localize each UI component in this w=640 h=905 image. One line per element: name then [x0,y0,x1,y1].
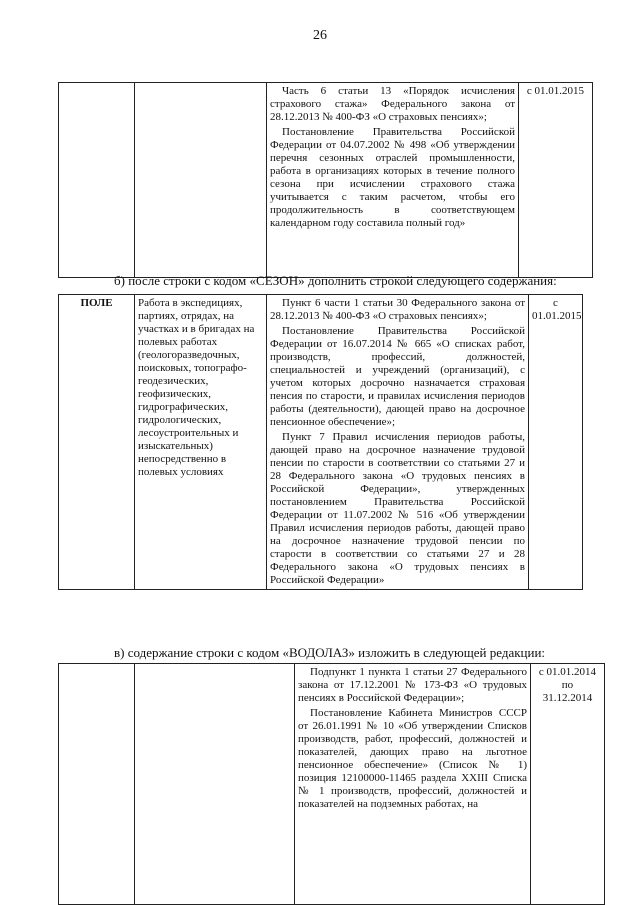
date-to: 31.12.2014 [542,692,593,704]
table-vodolaz-row [58,663,605,905]
instruction-b: б) после строки с кодом «СЕЗОН» дополнить строкой следующего содержания: [114,273,557,288]
basis-paragraph: Часть 6 статьи 13 «Порядок исчисления страхового стажа» Федерального закона от 28.12.2013 № 400-ФЗ «О страховых пенсиях»; [270,85,515,123]
date-cell [531,664,605,905]
instruction-c: в) содержание строки с кодом «ВОДОЛАЗ» изложить в следующей редакции: [114,645,546,660]
table-pole-row [58,294,583,590]
code-cell [59,83,135,278]
date-cell: с 01.01.2015 [519,83,593,278]
table-row [59,664,605,905]
basis-paragraph: Постановление Правительства Российской Федерации от 16.07.2014 № 665 «О списках работ, производств, профессий, должностей, специальностей и учреждений (организаций), с учетом которых досрочно назначается страховая пенсия по старости, и правилах исчисления периодов работы (деятельности), дающей право на досрочное пенсионное обеспечение»; [270,325,525,428]
basis-cell [267,295,529,590]
basis-cell [295,664,531,905]
description-cell [135,664,295,905]
date-by: по [561,679,574,691]
page-number: 26 [313,28,327,43]
basis-paragraph: Пункт 7 Правил исчисления периодов работы, дающей право на досрочное назначение трудовой пенсии по старости в соответствии со статьями 27 и 28 Федерального закона «О трудовых пенсиях в Российской Федерации», утвержденных постановлением Правительства Российской Федерации от 11.07.2002 № 516 «Об утверждении Правил исчисления периодов работы, дающей право на досрочное назначение трудовой пенсии по старости в соответствии со статьями 27 и 28 Федерального закона «О трудовых пенсиях в Российской Федерации» [270,431,525,586]
date-cell: с 01.01.2015 [529,295,583,590]
date-from: с 01.01.2014 [538,666,597,678]
table-season-continuation [58,82,593,278]
basis-paragraph: Пункт 6 части 1 статьи 30 Федерального закона от 28.12.2013 № 400-ФЗ «О страховых пенсиях»; [270,297,525,322]
code-cell: ПОЛЕ [59,295,135,590]
description-cell [135,83,267,278]
basis-paragraph: Подпункт 1 пункта 1 статьи 27 Федерального закона от 17.12.2001 № 173-ФЗ «О трудовых пенсиях в Российской Федерации»; [298,666,527,704]
basis-paragraph: Постановление Кабинета Министров СССР от 26.01.1991 № 10 «Об утверждении Списков производств, работ, профессий, должностей и показателей, дающих право на льготное пенсионное обеспечение» (Список № 1) позиция 12100000-11465 раздела XXIII Списка № 1 производств, профессий, должностей и показателей на подземных работах, на [298,707,527,810]
basis-paragraph: Постановление Правительства Российской Федерации от 04.07.2002 № 498 «Об утверждении перечня сезонных отраслей промышленности, работа в организациях которых в течение полного сезона при исчислении страхового стажа учитывается с таким расчетом, чтобы его продолжительность в соответствующем календарном году составила полный год» [270,126,515,229]
table-row [59,295,583,590]
basis-cell [267,83,519,278]
table-row [59,83,593,278]
description-cell: Работа в экспедициях, партиях, отрядах, на участках и в бригадах на полевых работах (геологоразведочных, поисковых, топографо-геодезических, геофизических, гидрографических, гидрологических, лесоустроительных и изыскательных) непосредственно в полевых условиях [135,295,267,590]
code-cell [59,664,135,905]
